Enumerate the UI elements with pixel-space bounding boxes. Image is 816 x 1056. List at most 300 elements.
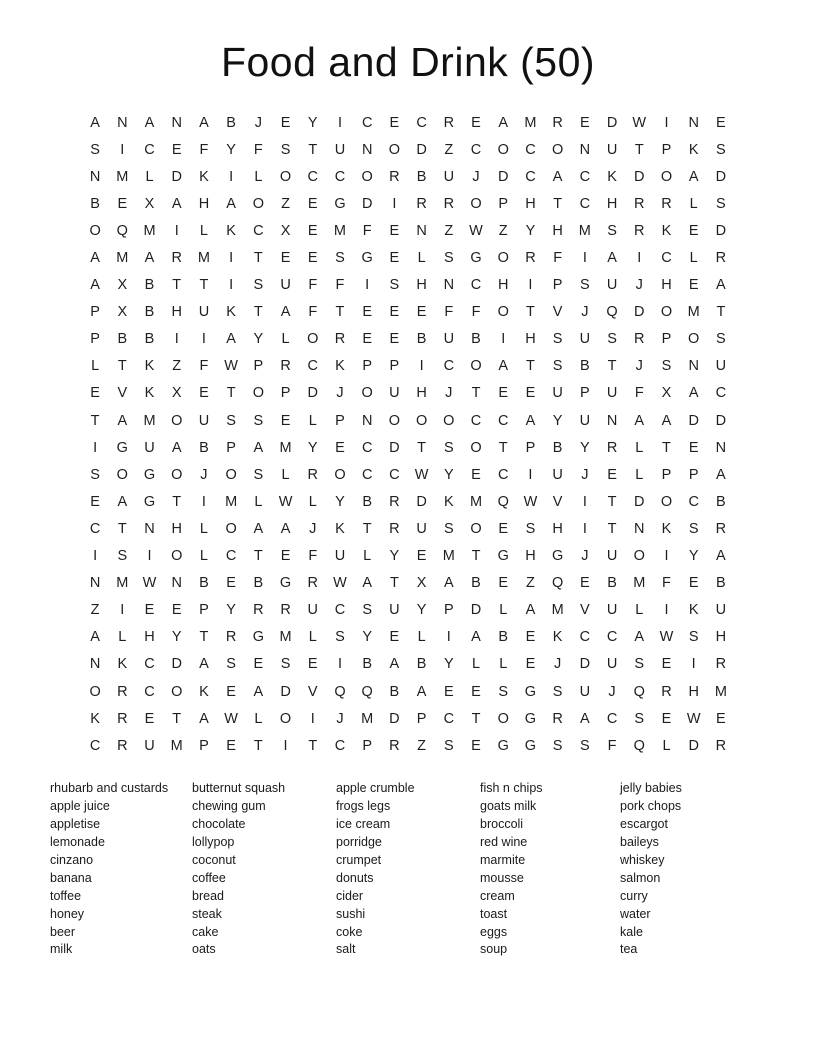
grid-cell: E	[661, 710, 672, 727]
grid-cell: D	[389, 710, 400, 727]
grid-cell: E	[226, 737, 236, 754]
grid-cell: B	[471, 575, 481, 592]
grid-cell: S	[253, 412, 264, 429]
grid-cell: E	[498, 520, 509, 537]
grid-cell: M	[361, 710, 374, 727]
grid-cell: U	[334, 548, 346, 565]
grid-cell: S	[580, 277, 590, 294]
word-list-item: cinzano	[50, 852, 94, 867]
grid-cell: I	[419, 358, 424, 375]
grid-cell: O	[688, 331, 700, 348]
grid-cell: E	[90, 493, 100, 510]
grid-cell: C	[661, 250, 672, 267]
grid-cell: L	[91, 358, 100, 375]
grid-cell: T	[607, 493, 617, 510]
grid-cell: A	[688, 168, 699, 185]
grid-cell: L	[145, 168, 154, 185]
grid-cell: J	[309, 520, 317, 537]
grid-cell: E	[307, 250, 318, 267]
word-list-column	[480, 780, 620, 959]
word-list-item: goats milk	[480, 799, 537, 814]
grid-cell: K	[144, 358, 155, 375]
grid-cell: S	[634, 656, 645, 673]
grid-cell: G	[524, 710, 537, 727]
grid-cell: I	[664, 548, 669, 565]
grid-cell: R	[715, 250, 727, 267]
grid-cell: S	[716, 195, 726, 212]
grid-cell: I	[93, 548, 98, 565]
grid-cell: E	[389, 331, 400, 348]
grid-cell: J	[635, 277, 643, 294]
grid-cell: S	[580, 737, 590, 754]
word-list-item: toast	[480, 906, 508, 921]
grid-cell: D	[688, 412, 699, 429]
grid-cell: L	[417, 629, 426, 646]
grid-cell: M	[524, 114, 537, 131]
grid-cell: K	[117, 656, 128, 673]
grid-cell: M	[279, 629, 292, 646]
grid-cell: B	[117, 331, 128, 348]
grid-cell: P	[661, 331, 672, 348]
grid-cell: F	[444, 304, 454, 321]
grid-cell: F	[634, 385, 644, 402]
word-list-item: pork chops	[620, 799, 682, 814]
grid-cell: C	[470, 141, 482, 158]
grid-cell: J	[472, 168, 480, 185]
grid-cell: D	[715, 168, 727, 185]
grid-cell: C	[89, 520, 101, 537]
grid-cell: T	[226, 385, 236, 402]
word-list-item: honey	[50, 906, 85, 921]
grid-cell: C	[225, 548, 237, 565]
grid-cell: S	[634, 710, 645, 727]
grid-cell: E	[688, 222, 699, 239]
grid-cell: E	[144, 710, 155, 727]
grid-cell: G	[524, 737, 537, 754]
grid-cell: B	[416, 168, 427, 185]
grid-cell: I	[392, 195, 397, 212]
grid-cell: W	[469, 222, 483, 239]
word-list-item: soup	[480, 942, 508, 957]
grid-cell: D	[171, 656, 182, 673]
grid-cell: Y	[362, 629, 373, 646]
grid-cell: A	[171, 439, 182, 456]
grid-cell: O	[388, 412, 401, 429]
grid-cell: I	[664, 602, 669, 619]
word-list-column	[192, 780, 336, 959]
grid-cell: D	[715, 412, 727, 429]
grid-cell: F	[253, 141, 263, 158]
grid-cell: U	[280, 277, 291, 294]
grid-cell: M	[578, 222, 591, 239]
grid-cell: I	[147, 548, 152, 565]
grid-cell: A	[253, 439, 264, 456]
grid-cell: L	[254, 168, 263, 185]
grid-cell: S	[253, 277, 264, 294]
grid-cell: O	[116, 466, 128, 483]
grid-cell: O	[171, 548, 183, 565]
grid-cell: L	[635, 439, 644, 456]
grid-cell: C	[416, 114, 427, 131]
grid-cell: R	[307, 575, 318, 592]
word-list-item: whiskey	[620, 852, 665, 867]
grid-cell: M	[551, 602, 564, 619]
grid-cell: Z	[498, 222, 508, 239]
grid-cell: E	[471, 114, 481, 131]
grid-cell: X	[144, 195, 155, 212]
grid-cell: Z	[172, 358, 182, 375]
grid-cell: R	[715, 520, 727, 537]
grid-cell: H	[606, 195, 618, 212]
grid-cell: I	[582, 250, 587, 267]
grid-cell: E	[716, 710, 726, 727]
grid-cell: R	[552, 710, 563, 727]
grid-cell: E	[389, 114, 400, 131]
grid-cell: M	[333, 222, 347, 239]
grid-cell: E	[471, 466, 481, 483]
word-list-item: escargot	[620, 817, 668, 832]
grid-cell: O	[443, 412, 455, 429]
word-list-item: red wine	[480, 834, 528, 849]
grid-cell: C	[144, 683, 155, 700]
grid-cell: K	[661, 222, 672, 239]
grid-cell: D	[634, 168, 645, 185]
grid-cell: C	[307, 358, 318, 375]
grid-cell: M	[469, 493, 483, 510]
grid-cell: K	[661, 520, 672, 537]
grid-cell: I	[283, 737, 288, 754]
grid-cell: A	[199, 656, 209, 673]
grid-cell: O	[279, 710, 292, 727]
grid-cell: K	[443, 493, 454, 510]
grid-cell: L	[417, 250, 426, 267]
grid-cell: L	[499, 656, 508, 673]
grid-cell: O	[171, 466, 183, 483]
grid-cell: K	[335, 520, 345, 537]
grid-cell: L	[254, 493, 263, 510]
grid-cell: I	[174, 222, 179, 239]
grid-cell: U	[443, 168, 455, 185]
grid-cell: M	[442, 548, 455, 565]
grid-cell: R	[634, 222, 645, 239]
grid-cell: T	[471, 385, 481, 402]
grid-cell: R	[525, 250, 536, 267]
grid-cell: E	[362, 331, 373, 348]
grid-cell: R	[280, 358, 291, 375]
grid-cell: I	[310, 710, 315, 727]
grid-cell: I	[229, 168, 234, 185]
grid-cell: A	[199, 710, 209, 727]
word-list-item: apple crumble	[336, 781, 415, 796]
word-list-item: water	[620, 906, 651, 921]
grid-cell: E	[362, 304, 373, 321]
grid-cell: R	[389, 168, 400, 185]
grid-cell: D	[634, 493, 645, 510]
grid-cell: V	[117, 385, 128, 402]
grid-cell: H	[552, 520, 563, 537]
grid-cell: P	[688, 466, 699, 483]
grid-cell: W	[224, 358, 238, 375]
grid-cell: B	[226, 114, 236, 131]
grid-cell: J	[581, 548, 589, 565]
grid-cell: T	[308, 141, 318, 158]
grid-cell: D	[171, 168, 182, 185]
grid-cell: L	[118, 629, 127, 646]
grid-cell: E	[226, 683, 236, 700]
grid-cell: N	[171, 114, 182, 131]
grid-cell: Y	[226, 602, 236, 619]
grid-cell: W	[333, 575, 347, 592]
grid-cell: U	[579, 683, 591, 700]
grid-cell: L	[199, 520, 208, 537]
grid-cell: A	[525, 412, 536, 429]
grid-cell: A	[90, 250, 100, 267]
grid-cell: M	[633, 575, 646, 592]
grid-cell: N	[634, 520, 645, 537]
grid-cell: C	[497, 412, 509, 429]
grid-cell: S	[443, 439, 454, 456]
grid-cell: G	[361, 250, 373, 267]
grid-cell: I	[691, 656, 696, 673]
grid-cell: E	[307, 222, 318, 239]
word-list-item: ice cream	[336, 817, 391, 832]
grid-cell: T	[607, 358, 617, 375]
grid-cell: A	[716, 548, 726, 565]
grid-cell: U	[715, 358, 727, 375]
word-list-item: marmite	[480, 852, 526, 867]
grid-cell: H	[525, 548, 536, 565]
grid-cell: O	[361, 385, 373, 402]
grid-cell: A	[498, 114, 509, 131]
grid-cell: I	[582, 493, 587, 510]
grid-cell: C	[470, 277, 482, 294]
grid-cell: N	[171, 575, 182, 592]
grid-cell: Q	[552, 575, 564, 592]
word-list-item: cake	[192, 924, 219, 939]
word-list-item: jelly babies	[620, 781, 682, 796]
grid-cell: D	[389, 439, 400, 456]
grid-cell: H	[715, 629, 727, 646]
grid-cell: B	[144, 304, 155, 321]
word-list-item: apple juice	[50, 799, 110, 814]
grid-cell: O	[388, 141, 401, 158]
grid-cell: Q	[606, 304, 618, 321]
grid-cell: J	[445, 385, 453, 402]
grid-cell: K	[199, 683, 209, 700]
grid-cell: M	[170, 737, 183, 754]
grid-cell: G	[497, 548, 509, 565]
grid-cell: U	[606, 602, 618, 619]
grid-cell: L	[199, 548, 208, 565]
grid-cell: I	[229, 250, 234, 267]
grid-cell: C	[334, 737, 346, 754]
grid-cell: C	[606, 629, 618, 646]
grid-cell: L	[635, 466, 644, 483]
grid-cell: S	[117, 548, 128, 565]
grid-cell: E	[525, 656, 536, 673]
grid-cell: Q	[633, 737, 645, 754]
grid-cell: T	[253, 548, 263, 565]
grid-cell: C	[443, 358, 455, 375]
grid-cell: N	[715, 439, 727, 456]
grid-cell: R	[443, 195, 455, 212]
grid-cell: D	[606, 114, 618, 131]
grid-cell: A	[552, 168, 563, 185]
grid-cell: C	[361, 114, 373, 131]
grid-cell: G	[143, 493, 156, 510]
grid-cell: R	[253, 602, 264, 619]
grid-cell: W	[523, 493, 538, 510]
grid-cell: I	[528, 466, 533, 483]
grid-cell: O	[225, 520, 237, 537]
grid-cell: U	[389, 385, 400, 402]
grid-cell: C	[334, 168, 346, 185]
grid-cell: C	[144, 141, 155, 158]
grid-cell: U	[144, 737, 155, 754]
grid-cell: O	[497, 141, 509, 158]
grid-cell: H	[525, 331, 536, 348]
grid-cell: Y	[253, 331, 264, 348]
grid-cell: P	[90, 304, 100, 321]
word-list-item: broccoli	[480, 817, 524, 832]
grid-cell: B	[498, 629, 509, 646]
grid-cell: M	[116, 250, 129, 267]
grid-cell: V	[552, 493, 563, 510]
grid-cell: Z	[444, 141, 454, 158]
grid-cell: G	[497, 737, 509, 754]
grid-cell: P	[362, 358, 373, 375]
grid-cell: A	[634, 629, 645, 646]
grid-cell: D	[634, 304, 645, 321]
grid-cell: B	[389, 683, 400, 700]
grid-cell: R	[606, 439, 618, 456]
grid-cell: D	[361, 195, 373, 212]
grid-cell: B	[716, 575, 726, 592]
grid-cell: B	[716, 493, 726, 510]
grid-cell: T	[526, 358, 535, 375]
grid-cell: Y	[443, 466, 454, 483]
grid-cell: A	[634, 412, 645, 429]
grid-cell: G	[552, 548, 564, 565]
grid-cell: P	[661, 141, 672, 158]
grid-cell: M	[714, 683, 727, 700]
grid-cell: J	[635, 358, 643, 375]
grid-cell: I	[501, 331, 506, 348]
word-list-item: porridge	[336, 834, 382, 849]
grid-cell: H	[661, 277, 672, 294]
grid-cell: C	[89, 737, 101, 754]
grid-cell: Z	[444, 222, 454, 239]
grid-cell: G	[334, 195, 346, 212]
grid-cell: A	[471, 629, 481, 646]
grid-cell: B	[199, 439, 209, 456]
grid-cell: I	[229, 277, 234, 294]
grid-cell: D	[280, 683, 291, 700]
grid-cell: K	[144, 385, 155, 402]
grid-cell: P	[661, 466, 672, 483]
word-list-item: fish n chips	[480, 781, 543, 796]
grid-cell: C	[361, 466, 373, 483]
grid-cell: T	[199, 277, 209, 294]
grid-cell: C	[525, 141, 536, 158]
grid-cell: U	[552, 466, 563, 483]
word-list-item: cream	[480, 888, 515, 903]
grid-cell: T	[634, 141, 644, 158]
grid-cell: G	[252, 629, 264, 646]
grid-cell: C	[361, 439, 373, 456]
grid-cell: U	[198, 412, 210, 429]
grid-cell: X	[280, 222, 291, 239]
grid-cell: T	[607, 520, 617, 537]
grid-cell: H	[416, 385, 427, 402]
grid-cell: A	[580, 710, 590, 727]
grid-cell: O	[171, 412, 183, 429]
grid-cell: I	[120, 602, 125, 619]
grid-cell: L	[662, 737, 671, 754]
word-list-item: coke	[336, 924, 363, 939]
grid-cell: T	[253, 737, 263, 754]
grid-cell: L	[635, 602, 644, 619]
grid-cell: W	[278, 493, 293, 510]
grid-cell: B	[552, 439, 563, 456]
grid-cell: C	[606, 710, 618, 727]
grid-cell: E	[389, 304, 400, 321]
grid-cell: U	[606, 141, 618, 158]
grid-cell: X	[661, 385, 672, 402]
grid-cell: L	[689, 195, 698, 212]
grid-cell: E	[716, 114, 726, 131]
grid-cell: R	[117, 710, 128, 727]
grid-cell: S	[226, 412, 236, 429]
grid-cell: J	[254, 114, 262, 131]
grid-cell: S	[443, 250, 454, 267]
grid-cell: O	[252, 195, 264, 212]
grid-cell: H	[497, 277, 509, 294]
grid-cell: F	[471, 304, 481, 321]
grid-cell: J	[581, 466, 589, 483]
grid-cell: C	[144, 656, 155, 673]
grid-cell: A	[226, 195, 236, 212]
grid-cell: C	[443, 710, 455, 727]
word-list-item: crumpet	[336, 852, 382, 867]
grid-cell: E	[580, 575, 590, 592]
grid-cell: E	[171, 602, 182, 619]
grid-cell: N	[361, 412, 373, 429]
grid-cell: W	[142, 575, 157, 592]
grid-cell: E	[498, 385, 509, 402]
grid-cell: U	[389, 602, 400, 619]
grid-cell: U	[552, 385, 563, 402]
grid-cell: Z	[417, 737, 427, 754]
grid-cell: N	[443, 277, 455, 294]
grid-cell: S	[498, 683, 509, 700]
grid-cell: H	[525, 195, 536, 212]
grid-cell: O	[415, 412, 428, 429]
grid-cell: E	[525, 629, 536, 646]
grid-cell: O	[89, 222, 101, 239]
grid-cell: S	[552, 331, 563, 348]
grid-cell: S	[716, 331, 726, 348]
word-list-item: mousse	[480, 870, 524, 885]
grid-cell: T	[253, 250, 263, 267]
grid-cell: I	[664, 114, 669, 131]
grid-cell: C	[470, 412, 482, 429]
grid-cell: E	[335, 439, 345, 456]
word-list-item: rhubarb and custards	[50, 781, 169, 796]
grid-cell: H	[198, 195, 210, 212]
grid-cell: O	[470, 520, 482, 537]
grid-cell: N	[89, 656, 101, 673]
